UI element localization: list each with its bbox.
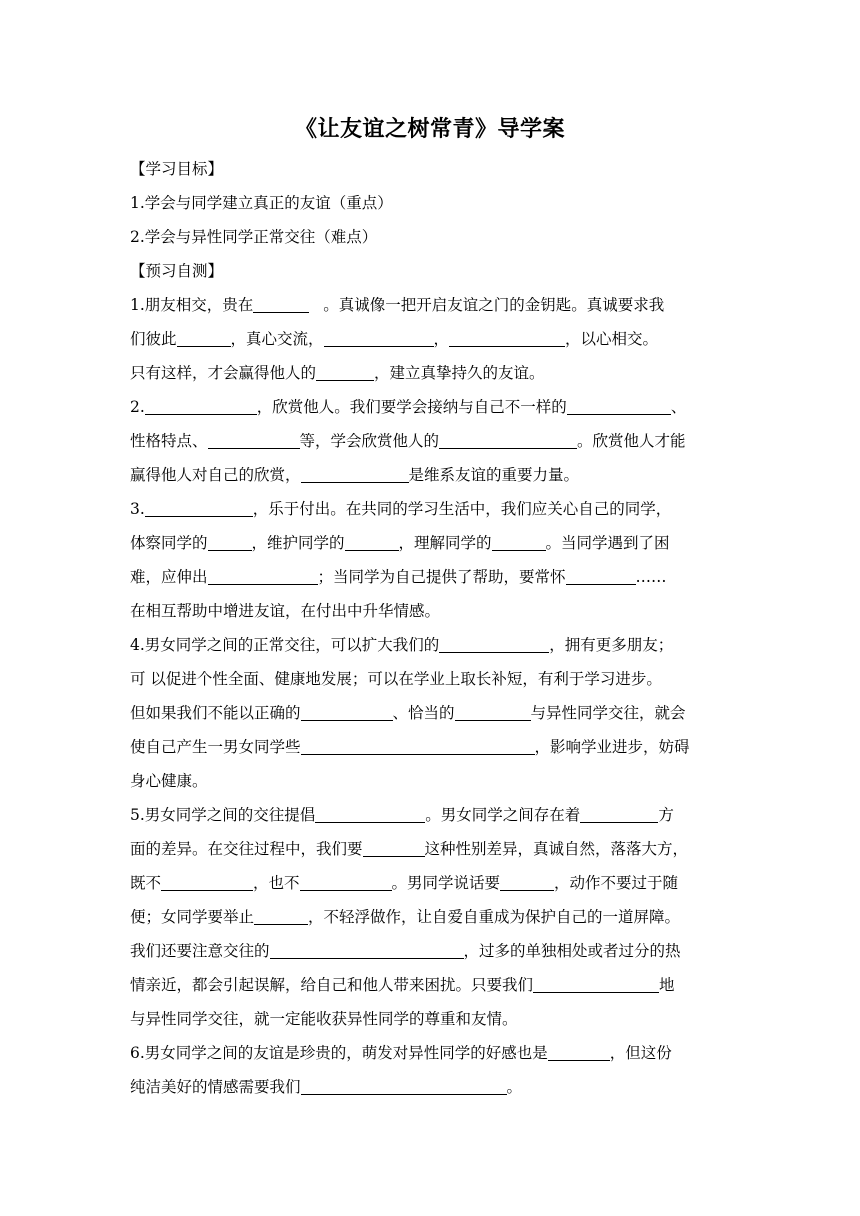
q3-text: ，乐于付出。在共同的学习生活中，我们应关心自己的同学， xyxy=(252,500,672,518)
q4-blank-4[interactable] xyxy=(301,734,535,755)
q1-text: ， xyxy=(433,330,450,348)
q3-blank-4[interactable] xyxy=(492,530,546,551)
q4-text: 但如果我们不能以正确的 xyxy=(130,704,301,722)
q5-text: 面的差异。在交往过程中，我们要 xyxy=(130,840,363,858)
q3-text: 3. xyxy=(130,500,145,518)
q2-text: 。欣赏他人才能 xyxy=(577,432,686,450)
q5-text: 情亲近，都会引起误解，给自己和他人带来困扰。只要我们 xyxy=(130,976,534,994)
q4-line-3 xyxy=(130,696,730,730)
q4-text: ，拥有更多朋友； xyxy=(549,636,674,654)
q3-text: ，理解同学的 xyxy=(398,534,492,552)
q1-line-2 xyxy=(130,322,730,356)
q1-line-3 xyxy=(130,356,730,390)
q3-text: …… xyxy=(635,568,667,586)
q3-blank-6[interactable] xyxy=(566,564,636,585)
q6-text: ，但这份 xyxy=(609,1044,672,1062)
q2-blank-5[interactable] xyxy=(301,462,409,483)
q5-text: 方 xyxy=(658,806,674,824)
q1-text: 们彼此 xyxy=(130,330,177,348)
q5-text: 5.男女同学之间的交往提倡 xyxy=(130,806,316,824)
q5-blank-9[interactable] xyxy=(533,972,659,993)
q6-text: 。 xyxy=(506,1078,523,1096)
q3-line-4: 在相互帮助中增进友谊，在付出中升华情感。 xyxy=(130,602,441,620)
q5-line-5 xyxy=(130,934,730,968)
q2-text: 性格特点、 xyxy=(130,432,208,450)
q3-blank-3[interactable] xyxy=(345,530,399,551)
q6-line-1 xyxy=(130,1036,730,1070)
q1-text: 1.朋友相交，贵在 xyxy=(130,296,254,314)
q4-text: 使自己产生一男女同学些 xyxy=(130,738,301,756)
q5-text: 既不 xyxy=(130,874,162,892)
q2-blank-4[interactable] xyxy=(439,428,577,449)
q2-blank-3[interactable] xyxy=(208,428,300,449)
page-title: 《让友谊之树常青》导学案 xyxy=(294,116,565,142)
q1-blank-2[interactable] xyxy=(177,326,231,347)
q4-blank-1[interactable] xyxy=(439,632,549,653)
q5-line-1 xyxy=(130,798,730,832)
q5-text: 便；女同学要举止 xyxy=(130,908,255,926)
q6-blank-2[interactable] xyxy=(301,1074,507,1095)
q2-text: 、 xyxy=(670,398,687,416)
q5-blank-5[interactable] xyxy=(300,870,392,891)
q6-text: 纯洁美好的情感需要我们 xyxy=(130,1078,301,1096)
q4-line-5: 身心健康。 xyxy=(130,772,208,790)
q5-line-7: 与异性同学交往，就一定能收获异性同学的尊重和友情。 xyxy=(130,1010,518,1028)
q1-text: 。真诚像一把开启友谊之门的金钥匙。真诚要求我 xyxy=(323,296,665,314)
q3-blank-5[interactable] xyxy=(208,564,318,585)
q2-text: 赢得他人对自己的欣赏， xyxy=(130,466,301,484)
q4-blank-3[interactable] xyxy=(455,700,531,721)
q2-text: 2. xyxy=(130,398,145,416)
q5-text: 。男同学说话要 xyxy=(391,874,501,892)
q2-blank-1[interactable] xyxy=(145,394,257,415)
q5-text: 。男女同学之间存在着 xyxy=(425,806,581,824)
objective-1: 1.学会与同学建立真正的友谊（重点） xyxy=(130,194,393,212)
q5-blank-7[interactable] xyxy=(254,904,308,925)
q5-blank-2[interactable] xyxy=(580,802,658,823)
q6-text: 6.男女同学之间的友谊是珍贵的，萌发对异性同学的好感也是 xyxy=(130,1044,548,1062)
q5-blank-4[interactable] xyxy=(161,870,253,891)
q5-text: ，动作不要过于随 xyxy=(554,874,679,892)
q5-blank-3[interactable] xyxy=(363,836,425,857)
q3-blank-1[interactable] xyxy=(145,496,253,517)
q5-blank-6[interactable] xyxy=(500,870,554,891)
q3-text: ，维护同学的 xyxy=(251,534,345,552)
q3-blank-2[interactable] xyxy=(208,530,252,551)
q3-text: ；当同学为自己提供了帮助，要常怀 xyxy=(317,568,566,586)
q4-line-1 xyxy=(130,628,730,662)
q5-line-3 xyxy=(130,866,730,900)
q1-blank-3[interactable] xyxy=(324,326,434,347)
q2-text: 是维系友谊的重要力量。 xyxy=(408,466,580,484)
q3-text: 难，应伸出 xyxy=(130,568,208,586)
q3-line-3 xyxy=(130,560,730,594)
q3-line-1 xyxy=(130,492,730,526)
q2-line-2 xyxy=(130,424,730,458)
objectives-heading: 【学习目标】 xyxy=(130,160,224,178)
q1-blank-4[interactable] xyxy=(449,326,565,347)
q4-blank-2[interactable] xyxy=(301,700,393,721)
q1-text: ，以心相交。 xyxy=(565,330,659,348)
preview-heading: 【预习自测】 xyxy=(130,262,224,280)
q5-text: 这种性别差异，真诚自然，落落大方， xyxy=(424,840,689,858)
q4-text: 4.男女同学之间的正常交往，可以扩大我们的 xyxy=(130,636,440,654)
q4-text: 、恰当的 xyxy=(392,704,455,722)
q5-text: 我们还要注意交往的 xyxy=(130,942,270,960)
q3-text: 。当同学遇到了困 xyxy=(545,534,670,552)
q1-blank-1[interactable] xyxy=(253,292,309,313)
q5-line-4 xyxy=(130,900,730,934)
q6-line-2 xyxy=(130,1070,730,1104)
q3-line-2 xyxy=(130,526,730,560)
objective-2: 2.学会与异性同学正常交往（难点） xyxy=(130,228,378,246)
q5-line-6 xyxy=(130,968,730,1002)
q2-line-1 xyxy=(130,390,730,424)
q5-text: ，不轻浮做作，让自爱自重成为保护自己的一道屏障。 xyxy=(308,908,681,926)
q1-line-1 xyxy=(130,288,730,322)
q4-line-2: 可 以促进个性全面、健康地发展；可以在学业上取长补短，有利于学习进步。 xyxy=(130,670,662,688)
q1-text: 只有这样，才会赢得他人的 xyxy=(130,364,317,382)
q1-blank-5[interactable] xyxy=(316,360,374,381)
q2-blank-2[interactable] xyxy=(567,394,671,415)
q3-text: 体察同学的 xyxy=(130,534,208,552)
q5-text: ，过多的单独相处或者过分的热 xyxy=(463,942,681,960)
q2-text: 等，学会欣赏他人的 xyxy=(299,432,440,450)
q4-text: ，影响学业进步，妨碍 xyxy=(534,738,690,756)
q2-line-3 xyxy=(130,458,730,492)
q5-text: ，也不 xyxy=(253,874,300,892)
q4-line-4 xyxy=(130,730,730,764)
q6-blank-1[interactable] xyxy=(548,1040,610,1061)
q2-text: ，欣赏他人。我们要学会接纳与自己不一样的 xyxy=(256,398,567,416)
q1-text: ，真心交流， xyxy=(230,330,324,348)
worksheet-content xyxy=(130,152,730,1104)
q5-text: 地 xyxy=(659,976,675,994)
q1-text: ，建立真挚持久的友谊。 xyxy=(374,364,545,382)
q5-blank-1[interactable] xyxy=(315,802,425,823)
q5-blank-8[interactable] xyxy=(270,938,464,959)
q4-text: 与异性同学交往，就会 xyxy=(530,704,686,722)
q5-line-2 xyxy=(130,832,730,866)
